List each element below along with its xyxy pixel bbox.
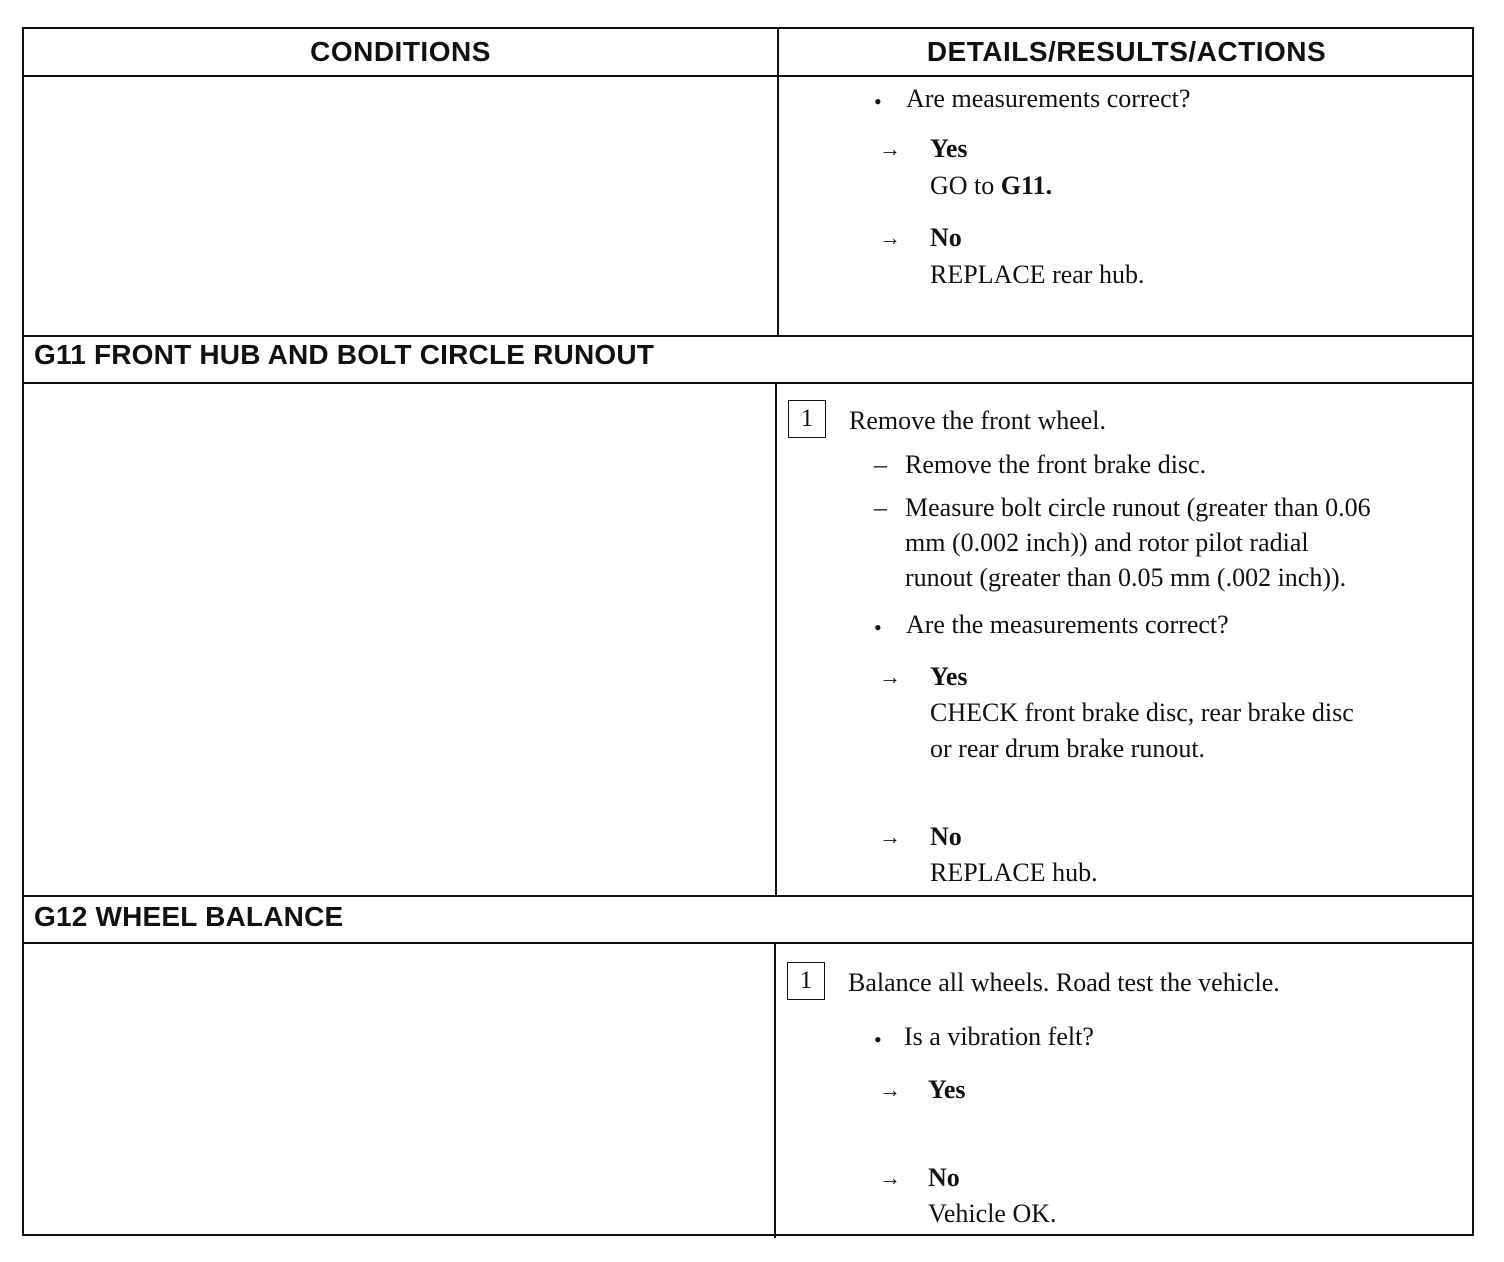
diagnostic-table [22, 27, 1474, 1236]
no-label: No [930, 223, 962, 252]
column-divider-g11 [775, 384, 777, 897]
header-divider [24, 75, 1472, 77]
step-text: Remove the front wheel. [849, 406, 1107, 435]
arrow-right-icon: → [879, 1165, 901, 1190]
yes-action [930, 168, 1052, 203]
yes-action-line2: or rear drum brake runout. [930, 734, 1206, 763]
no-label: No [928, 1163, 960, 1192]
arrow-right-icon: → [879, 1077, 901, 1102]
bullet-icon: • [874, 89, 882, 114]
g11-title-top-rule [24, 335, 1472, 337]
step-number-box: 1 [788, 400, 826, 438]
substep-measure-line2: mm (0.002 inch)) and rotor pilot radial [905, 528, 1309, 557]
column-divider-g12 [774, 944, 776, 1238]
arrow-right-icon: → [879, 136, 901, 161]
yes-label: Yes [928, 1075, 966, 1104]
g11-title-bottom-rule [24, 382, 1472, 384]
no-action: REPLACE hub. [930, 858, 1098, 887]
g12-section-title: G12 WHEEL BALANCE [34, 901, 344, 932]
question-text: Is a vibration felt? [904, 1022, 1094, 1051]
question-text: Are the measurements correct? [906, 610, 1229, 639]
question-text: Are measurements correct? [906, 84, 1191, 113]
arrow-right-icon: → [879, 824, 901, 849]
step-number-box: 1 [787, 962, 825, 1000]
g11-section-title: G11 FRONT HUB AND BOLT CIRCLE RUNOUT [34, 339, 655, 370]
yes-action-prefix: GO to [930, 171, 1001, 200]
yes-label: Yes [930, 134, 968, 163]
step-text: Balance all wheels. Road test the vehicle. [848, 968, 1280, 997]
yes-label: Yes [930, 662, 968, 691]
yes-action-line1: CHECK front brake disc, rear brake disc [930, 698, 1354, 727]
no-action: Vehicle OK. [928, 1199, 1057, 1228]
arrow-right-icon: → [879, 664, 901, 689]
no-label: No [930, 822, 962, 851]
dash-icon: – [874, 450, 887, 479]
substep-measure-line1: Measure bolt circle runout (greater than 0.06 [905, 493, 1371, 522]
yes-action-target: G11. [1000, 171, 1053, 200]
arrow-right-icon: → [879, 225, 901, 250]
dash-icon: – [874, 493, 887, 522]
g12-title-top-rule [24, 895, 1472, 897]
bullet-icon: • [874, 1027, 882, 1052]
no-action: REPLACE rear hub. [930, 260, 1145, 289]
header-details: DETAILS/RESULTS/ACTIONS [926, 36, 1327, 67]
header-conditions: CONDITIONS [310, 36, 491, 67]
substep-remove-disc: Remove the front brake disc. [905, 450, 1207, 479]
g12-title-bottom-rule [24, 942, 1472, 944]
substep-measure-line3: runout (greater than 0.05 mm (.002 inch)). [905, 563, 1347, 592]
bullet-icon: • [874, 615, 882, 640]
